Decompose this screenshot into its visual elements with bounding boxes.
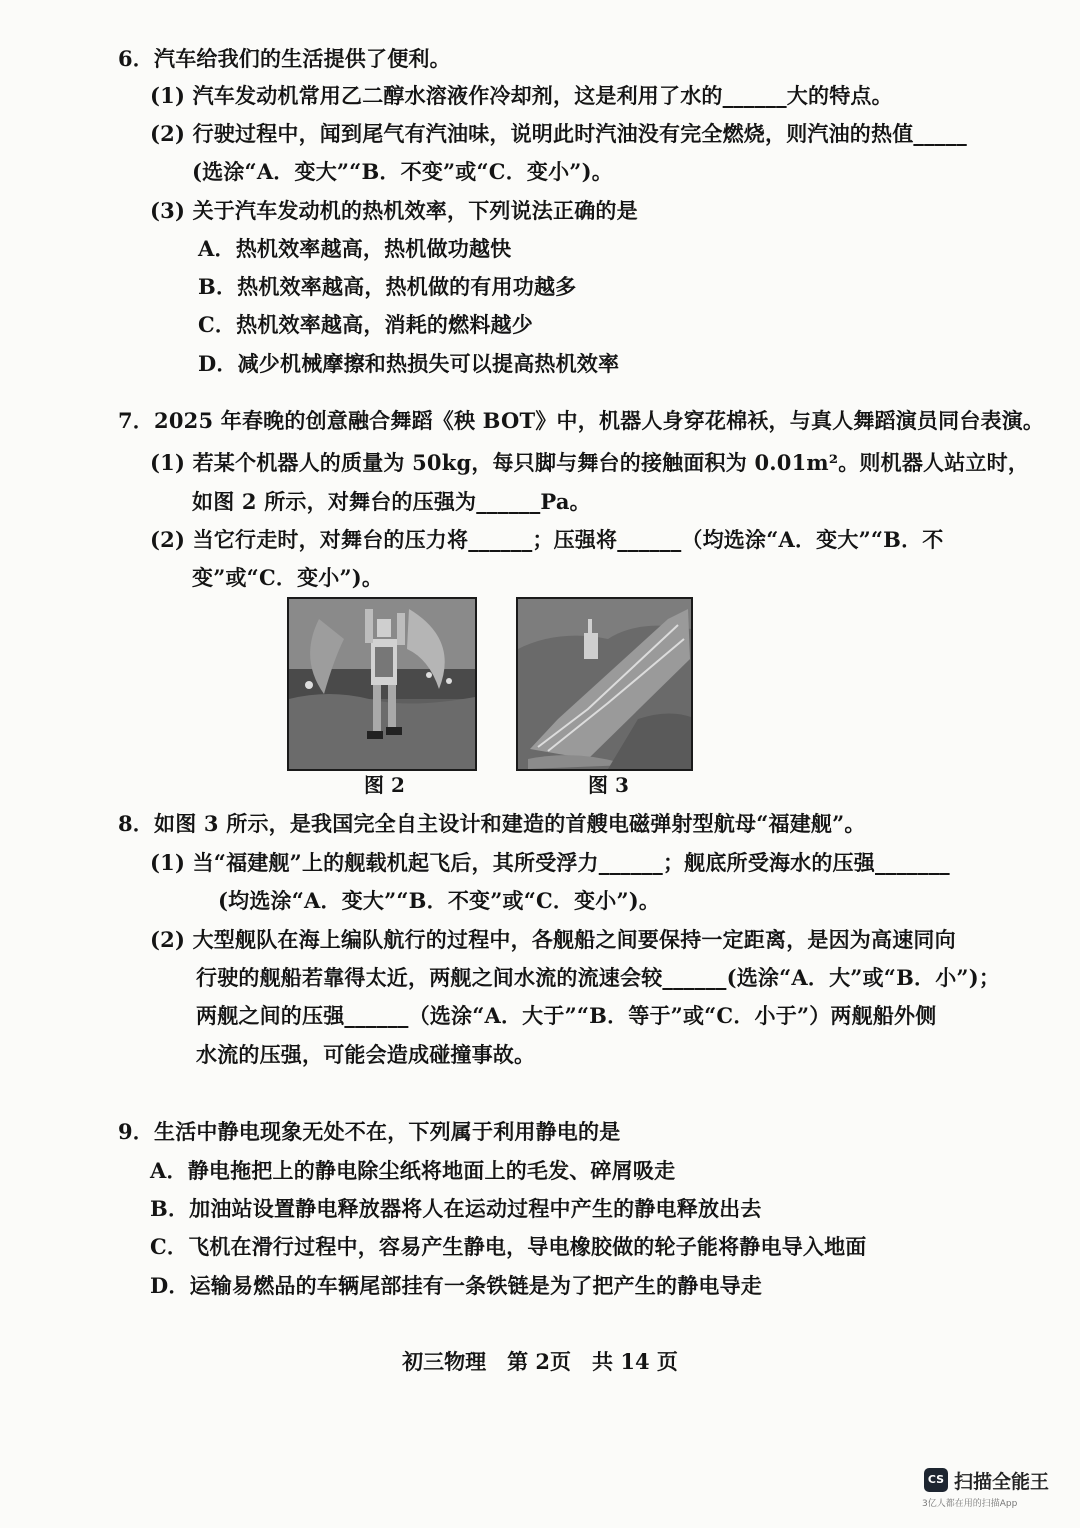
q9-stem: 9．生活中静电现象无处不在，下列属于利用静电的是 (118, 1119, 621, 1144)
q9-option-c: C．飞机在滑行过程中，容易产生静电，导电橡胶做的轮子能将静电导入地面 (150, 1234, 867, 1259)
q6-part1: (1) 汽车发动机常用乙二醇水溶液作冷却剂，这是利用了水的______大的特点。 (150, 83, 893, 108)
q6-part3: (3) 关于汽车发动机的热机效率，下列说法正确的是 (150, 198, 638, 223)
q7-part1-line1: (1) 若某个机器人的质量为 50kg，每只脚与舞台的接触面积为 0.01m²。则机器人站立时， (150, 450, 1030, 475)
q9-option-a: A．静电拖把上的静电除尘纸将地面上的毛发、碎屑吸走 (150, 1158, 676, 1183)
q7-part2-line1: (2) 当它行走时，对舞台的压力将______；压强将______（均选涂“A．变大”“B．不 (150, 527, 944, 552)
q8-part1-line2: (均选涂“A．变大”“B．不变”或“C．变小”)。 (218, 888, 661, 913)
q7-part2-line2: 变”或“C．变小”)。 (192, 565, 384, 590)
q8-part2-line2: 行驶的舰船若靠得太近，两舰之间水流的流速会较______(选涂“A．大”或“B．小”)； (196, 965, 1001, 990)
q8-part2-line4: 水流的压强，可能会造成碰撞事故。 (196, 1042, 536, 1067)
q6-option-c: C．热机效率越高，消耗的燃料越少 (198, 312, 533, 337)
scanner-watermark (916, 1466, 1056, 1514)
q6-part2-line2: (选涂“A．变大”“B．不变”或“C．变小”)。 (192, 159, 613, 184)
q6-part2-line1: (2) 行驶过程中，闻到尾气有汽油味，说明此时汽油没有完全燃烧，则汽油的热值_____ (150, 121, 967, 146)
q6-option-a: A．热机效率越高，热机做功越快 (198, 236, 512, 261)
robot-illustration (289, 599, 475, 769)
figure-2-caption: 图 2 (364, 773, 405, 797)
q6-stem: 6．汽车给我们的生活提供了便利。 (118, 46, 451, 71)
q8-stem: 8．如图 3 所示，是我国完全自主设计和建造的首艘电磁弹射型航母“福建舰”。 (118, 811, 866, 836)
q9-option-d: D．运输易燃品的车辆尾部挂有一条铁链是为了把产生的静电导走 (150, 1273, 763, 1298)
q8-part2-line3: 两舰之间的压强______（选涂“A．大于”“B．等于”或“C．小于”）两舰船外侧 (196, 1003, 937, 1028)
q6-option-d: D．减少机械摩擦和热损失可以提高热机效率 (198, 351, 620, 376)
figure-3-caption: 图 3 (588, 773, 629, 797)
figure-2-robot-photo (287, 597, 477, 771)
carrier-illustration (518, 599, 691, 769)
watermark-title: 扫描全能王 (954, 1471, 1050, 1493)
camscanner-logo-icon: CS (924, 1468, 948, 1492)
q7-stem: 7．2025 年春晚的创意融合舞蹈《秧 BOT》中，机器人身穿花棉袄，与真人舞蹈演员同台表演。 (118, 408, 1045, 433)
watermark-subtitle: 3亿人都在用的扫描App (922, 1499, 1018, 1509)
q7-part1-line2: 如图 2 所示，对舞台的压强为______Pa。 (192, 489, 591, 514)
page-footer: 初三物理 第 2页 共 14 页 (402, 1349, 678, 1374)
q9-option-b: B．加油站设置静电释放器将人在运动过程中产生的静电释放出去 (150, 1196, 762, 1221)
q6-option-b: B．热机效率越高，热机做的有用功越多 (198, 274, 577, 299)
q8-part2-line1: (2) 大型舰队在海上编队航行的过程中，各舰船之间要保持一定距离，是因为高速同向 (150, 927, 956, 952)
figure-3-carrier-photo (516, 597, 693, 771)
q8-part1-line1: (1) 当“福建舰”上的舰载机起飞后，其所受浮力______；舰底所受海水的压强_______ (150, 850, 950, 875)
